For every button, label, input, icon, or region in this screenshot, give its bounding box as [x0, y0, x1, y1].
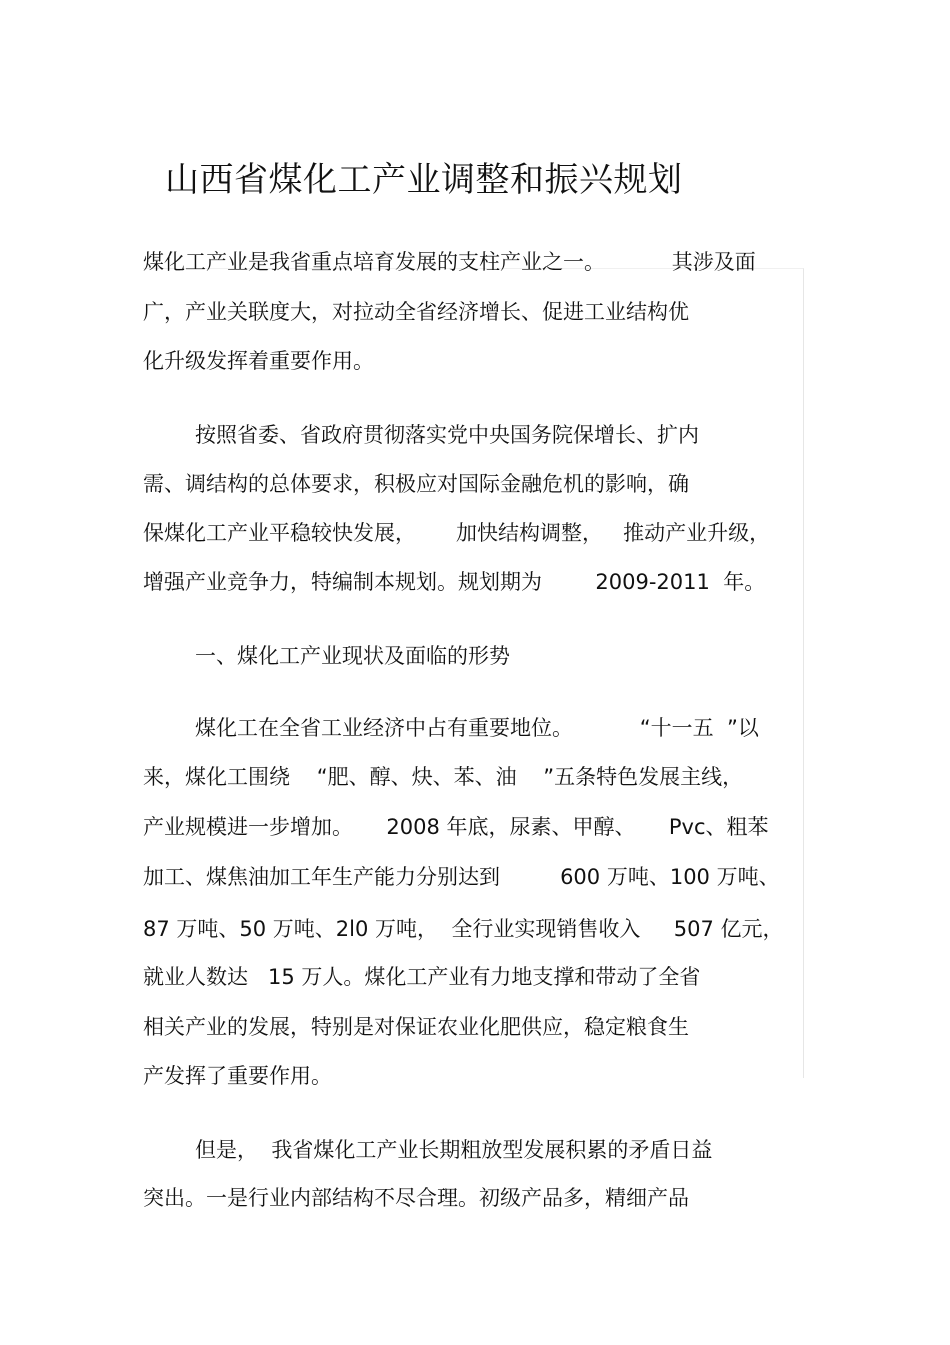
body-line: 就业人数达 15 万人。煤化工产业有力地支撑和带动了全省 — [143, 965, 701, 989]
body-line: 保煤化工产业平稳较快发展， 加快结构调整， 推动产业升级， — [143, 521, 771, 545]
document-title: 山西省煤化工产业调整和振兴规划 — [165, 160, 683, 200]
body-line: 加工、煤焦油加工年生产能力分别达到 600 万吨、100 万吨、 — [143, 865, 780, 889]
body-line: 相关产业的发展，特别是对保证农业化肥供应，稳定粮食生 — [143, 1015, 689, 1039]
body-line: 按照省委、省政府贯彻落实党中央国务院保增长、扩内 — [195, 423, 699, 447]
body-line: 87 万吨、50 万吨、2l0 万吨， 全行业实现销售收入 507 亿元， — [143, 917, 784, 941]
section-heading: 一、煤化工产业现状及面临的形势 — [195, 644, 510, 668]
body-line: 产发挥了重要作用。 — [143, 1064, 332, 1088]
body-line: 煤化工在全省工业经济中占有重要地位。 “十一五 ”以 — [195, 716, 759, 740]
body-line: 需、调结构的总体要求，积极应对国际金融危机的影响，确 — [143, 472, 689, 496]
body-line: 增强产业竞争力，特编制本规划。规划期为 2009-2011 年。 — [143, 570, 766, 594]
body-line: 广，产业关联度大，对拉动全省经济增长、促进工业结构优 — [143, 300, 689, 324]
body-line: 来，煤化工围绕 “肥、醇、炔、苯、油 ”五条特色发展主线， — [143, 765, 744, 789]
body-line: 但是， 我省煤化工产业长期粗放型发展积累的矛盾日益 — [195, 1138, 713, 1162]
body-line: 突出。一是行业内部结构不尽合理。初级产品多，精细产品 — [143, 1186, 689, 1210]
body-line: 煤化工产业是我省重点培育发展的支柱产业之一。 其涉及面 — [143, 250, 756, 274]
body-line: 化升级发挥着重要作用。 — [143, 349, 374, 373]
body-line: 产业规模进一步增加。 2008 年底，尿素、甲醇、 Pvc、粗苯 — [143, 815, 769, 839]
